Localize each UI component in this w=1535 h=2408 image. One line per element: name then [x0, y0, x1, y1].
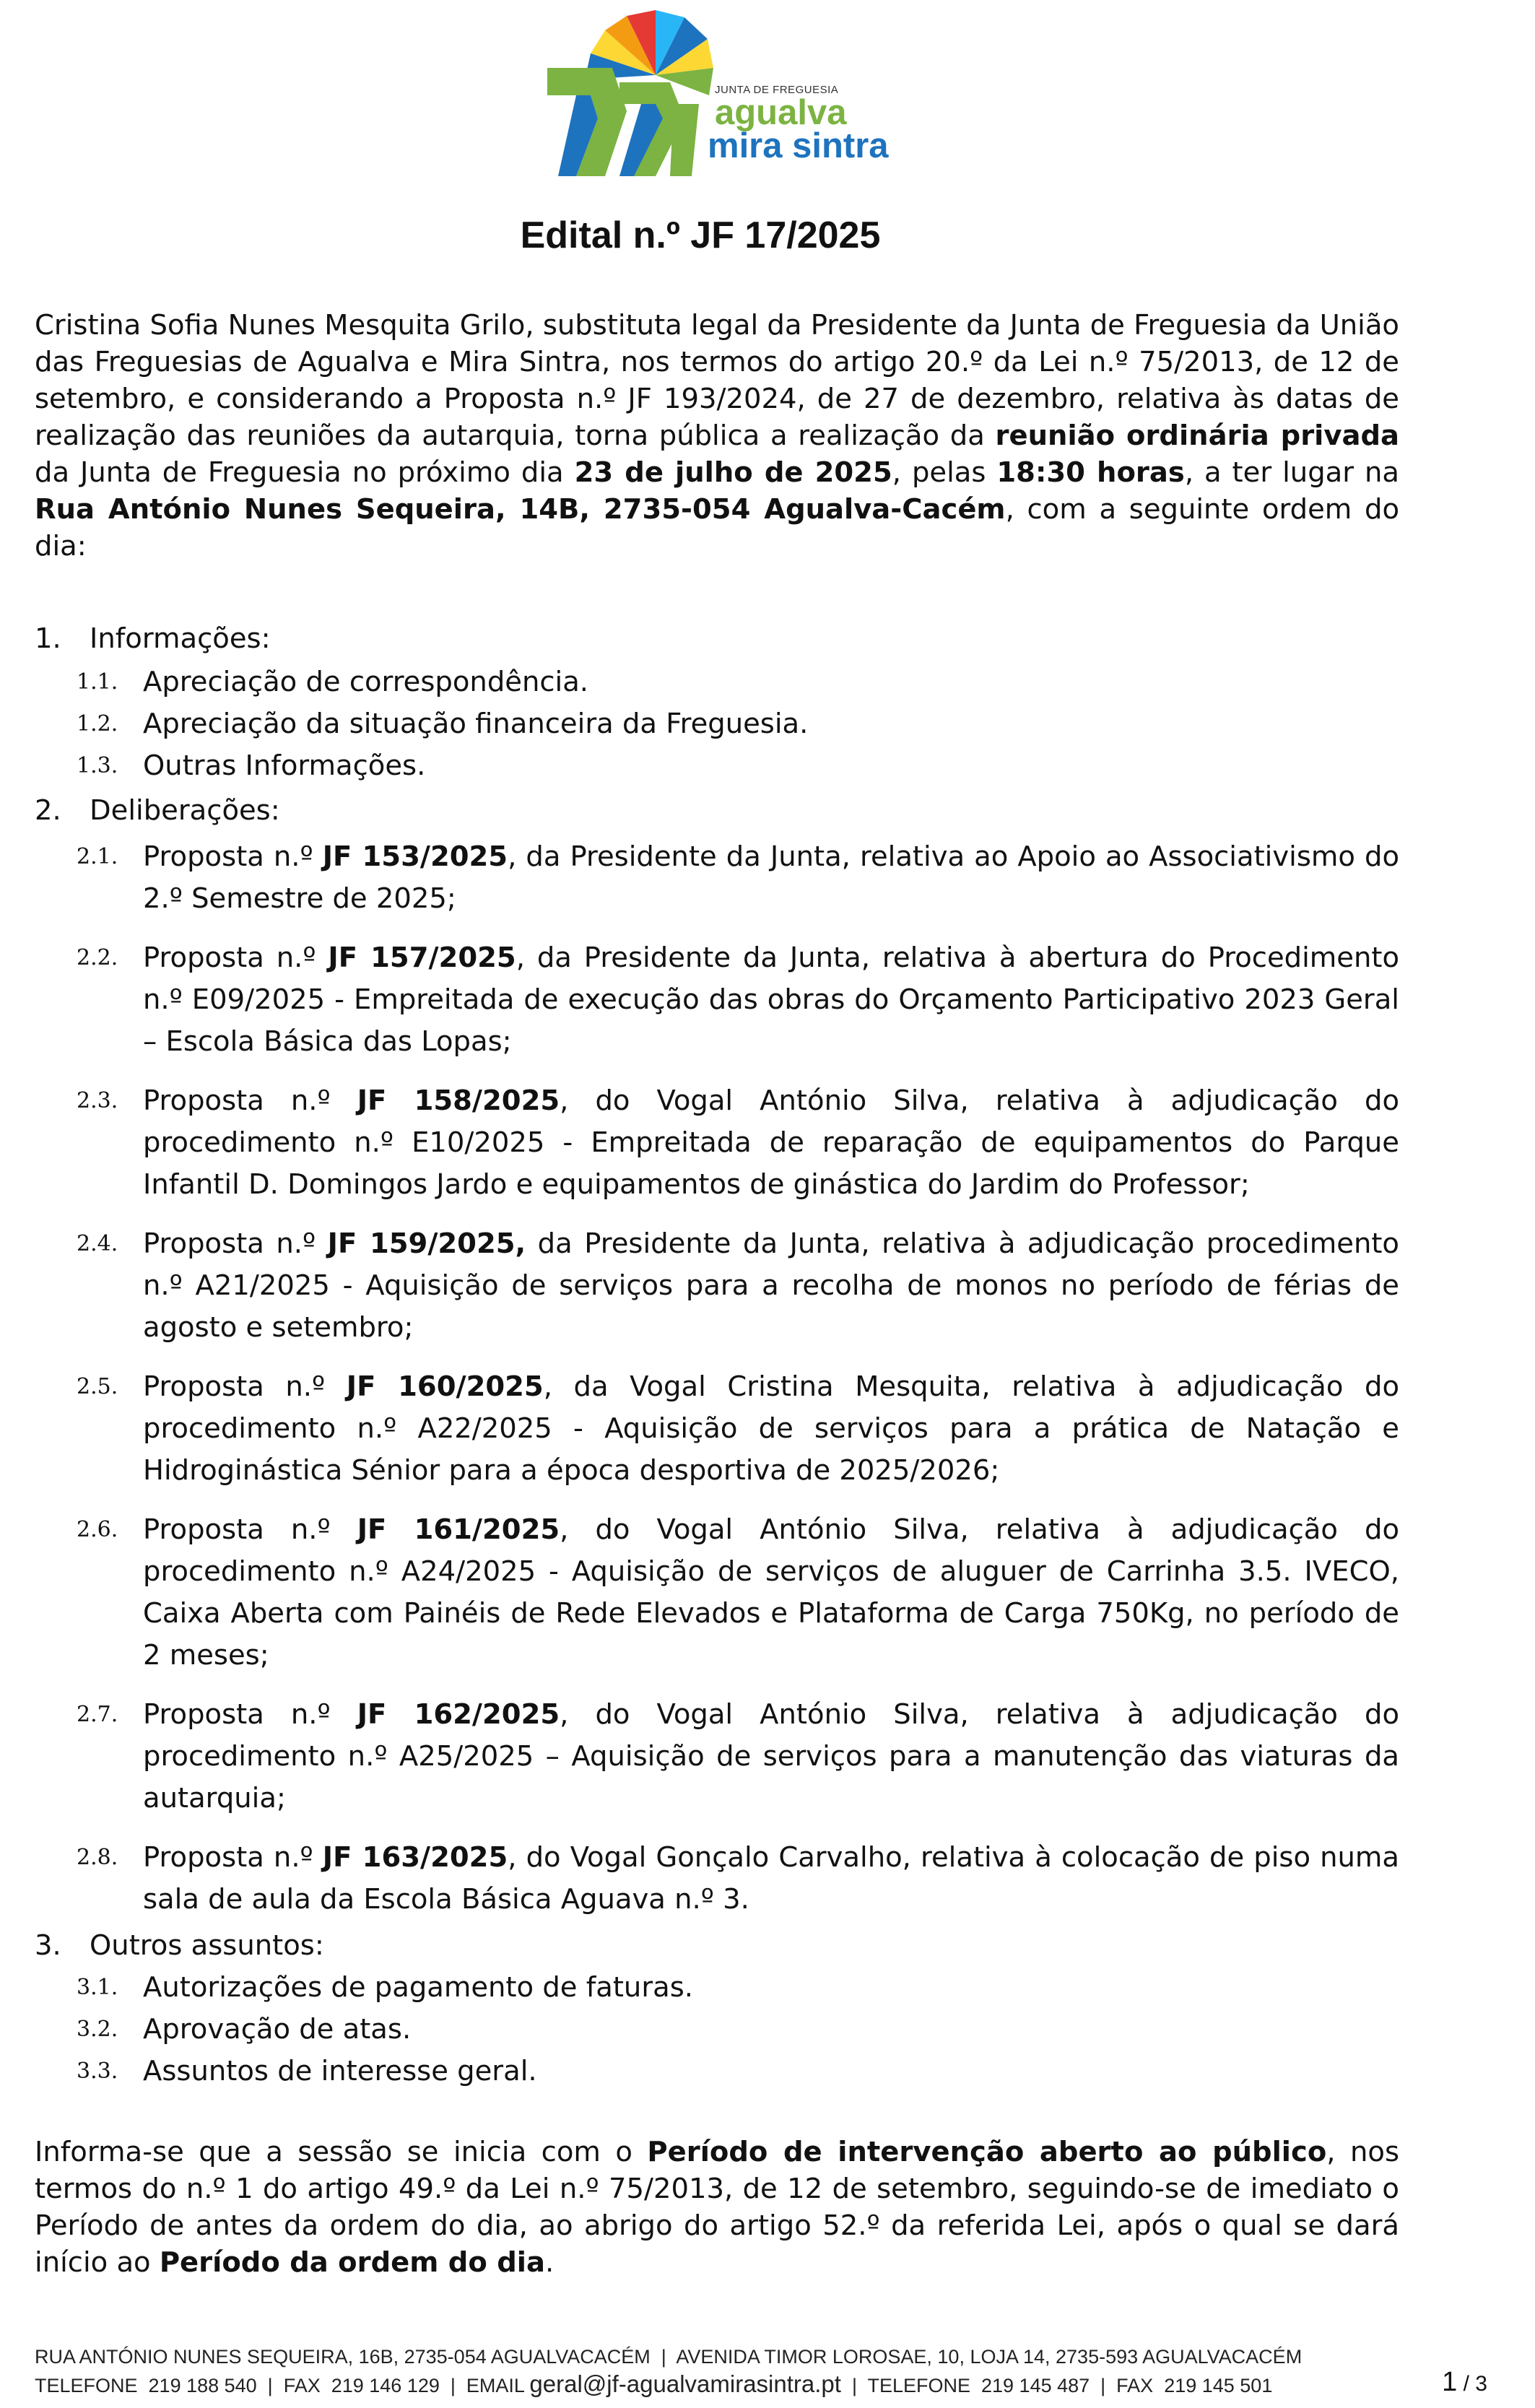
item-reference: JF 158/2025 — [357, 1085, 560, 1117]
agenda-item — [35, 1080, 1399, 1206]
footer-contacts-a: TELEFONE 219 188 540 | FAX 219 146 129 | EMAIL — [35, 2375, 530, 2396]
item-text: Outras Informações. — [143, 749, 426, 782]
agenda-section — [35, 793, 1399, 829]
intro-bold-time: 18:30 horas — [996, 456, 1185, 489]
agenda-item — [35, 836, 1399, 920]
logo-name-mira-sintra: mira sintra — [708, 126, 889, 165]
item-number: 3.2. — [77, 2017, 118, 2042]
agenda-item — [35, 937, 1399, 1063]
footer-contacts — [35, 2370, 1471, 2399]
intro-text-3: , pelas — [892, 456, 997, 489]
closing-text-2: , nos termos do n.º 1 do artigo 49.º da Lei n.º 75/2013, de 12 de setembro, seguindo-se de imediato o Período de antes da ordem do dia, ao abrigo do artigo 52.º da referida Lei, após o qual se dará início ao — [35, 2136, 1399, 2279]
item-text: Assuntos de interesse geral. — [143, 2055, 537, 2087]
item-number: 3.3. — [77, 2059, 118, 2084]
item-number: 2.2. — [77, 945, 118, 970]
agenda-item — [35, 745, 1399, 787]
agenda-item — [35, 1509, 1399, 1677]
item-text: Proposta n.º — [143, 1227, 328, 1260]
page-title: Edital n.º JF 17/2025 — [520, 214, 881, 256]
agenda-item — [35, 1694, 1399, 1820]
item-text: Aprovação de atas. — [143, 2013, 412, 2046]
closing-text-3: . — [544, 2246, 555, 2279]
section-number: 3. — [35, 1929, 61, 1962]
item-reference: JF 163/2025 — [322, 1841, 508, 1874]
item-number: 1.1. — [77, 669, 118, 695]
agenda-item — [35, 1837, 1399, 1921]
footer-contacts-b: | TELEFONE 219 145 487 | FAX 219 145 501 — [840, 2375, 1273, 2396]
item-number: 2.4. — [77, 1231, 118, 1256]
page-number — [1442, 2367, 1487, 2398]
closing-text-1: Informa-se que a sessão se inicia com o — [35, 2136, 648, 2168]
item-text: Autorizações de pagamento de faturas. — [143, 1971, 694, 2004]
item-number: 2.6. — [77, 1517, 118, 1542]
item-text: , do Vogal António Silva, relativa à adjudicação do procedimento n.º E10/2025 - Empreitada de reparação de equipamentos do Parque Infantil D. Domingos Jardo e equipamentos de ginástica do Jardim do Professor; — [143, 1085, 1400, 1201]
agenda-item — [35, 1223, 1399, 1349]
item-text: , do Vogal António Silva, relativa à adjudicação do procedimento n.º A24/2025 - Aquisição de serviços de aluguer de Carrinha 3.5. IVECO, Caixa Aberta com Painéis de Rede Elevados e Plataforma de Carga 750Kg, no período de 2 meses; — [143, 1513, 1400, 1672]
footer-addresses: RUA ANTÓNIO NUNES SEQUEIRA, 16B, 2735-054 AGUALVACACÉM | AVENIDA TIMOR LOROSAE, 10, LOJA 14, 2735-593 AGUALVACACÉM — [35, 2346, 1303, 2368]
item-reference: JF 160/2025 — [346, 1370, 544, 1403]
page-current: 1 — [1442, 2367, 1458, 2397]
intro-text-4: , a ter lugar na — [1184, 456, 1400, 489]
item-text: Proposta n.º — [143, 942, 329, 974]
item-number: 2.7. — [77, 1702, 118, 1727]
section-label: Outros assuntos: — [90, 1929, 324, 1962]
section-number: 2. — [35, 794, 61, 827]
item-number: 3.1. — [77, 1975, 118, 2000]
item-reference: JF 153/2025 — [322, 840, 508, 873]
agenda-item — [35, 2009, 1399, 2051]
intro-paragraph — [35, 307, 1399, 565]
agenda-item — [35, 703, 1399, 745]
intro-text-5: , com a seguinte ordem do dia: — [35, 493, 1400, 562]
item-text: Proposta n.º — [143, 1370, 347, 1403]
page-footer — [35, 2343, 1471, 2399]
item-text: Apreciação de correspondência. — [143, 666, 589, 698]
agenda-item — [35, 2051, 1399, 2092]
item-number: 1.2. — [77, 711, 118, 736]
agenda-item — [35, 1366, 1399, 1492]
item-text: , da Presidente da Junta, relativa à abertura do Procedimento n.º E09/2025 - Empreitada de execução das obras do Orçamento Participativo 2023 Geral – Escola Básica das Lopas; — [143, 942, 1400, 1058]
intro-bold-address: Rua António Nunes Sequeira, 14B, 2735-054 Agualva-Cacém — [35, 493, 1006, 526]
page-total: / 3 — [1463, 2372, 1487, 2396]
section-label: Deliberações: — [90, 794, 280, 827]
intro-text-2: da Junta de Freguesia no próximo dia — [35, 456, 575, 489]
item-text: Proposta n.º — [143, 1513, 357, 1546]
parish-logo — [547, 10, 894, 178]
agenda-list — [35, 621, 1399, 2092]
logo-small-text: JUNTA DE FREGUESIA — [715, 84, 839, 96]
item-number: 2.5. — [77, 1374, 118, 1399]
item-text: , da Presidente da Junta, relativa ao Apoio ao Associativismo do 2.º Semestre de 2025; — [143, 840, 1400, 915]
item-number: 2.3. — [77, 1088, 118, 1113]
item-text: , da Vogal Cristina Mesquita, relativa à adjudicação do procedimento n.º A22/2025 - Aquisição de serviços para a prática de Natação e Hidroginástica Sénior para a época desportiva de 2025/2026; — [143, 1370, 1399, 1487]
item-text: Proposta n.º — [143, 1698, 357, 1731]
intro-text-1: Cristina Sofia Nunes Mesquita Grilo, substituta legal da Presidente da Junta de Freguesia da União das Freguesias de Agualva e Mira Sintra, nos termos do artigo 20.º da Lei n.º 75/2013, de 12 de setembro, e considerando a Proposta n.º JF 193/2024, de 27 de dezembro, relativa às datas de realização das reuniões da autarquia, torna pública a realização da — [35, 309, 1399, 452]
item-text: da Presidente da Junta, relativa à adjudicação procedimento n.º A21/2025 - Aquisição de serviços para a recolha de monos no período de férias de agosto e setembro; — [143, 1227, 1399, 1344]
intro-bold-date: 23 de julho de 2025 — [574, 456, 892, 489]
section-label: Informações: — [90, 622, 271, 655]
item-reference: JF 161/2025 — [357, 1513, 560, 1546]
agenda-section — [35, 621, 1399, 657]
item-reference: JF 159/2025, — [327, 1227, 526, 1260]
agenda-item — [35, 1967, 1399, 2009]
item-text: , do Vogal Gonçalo Carvalho, relativa à colocação de piso numa sala de aula da Escola Básica Aguava n.º 3. — [143, 1841, 1400, 1916]
section-number: 1. — [35, 622, 61, 655]
item-text: , do Vogal António Silva, relativa à adjudicação do procedimento n.º A25/2025 – Aquisição de serviços para a manutenção das viaturas da autarquia; — [143, 1698, 1400, 1814]
agenda-item — [35, 661, 1399, 703]
item-number: 2.1. — [77, 844, 118, 869]
closing-paragraph — [35, 2134, 1399, 2281]
item-text: Proposta n.º — [143, 1841, 323, 1874]
closing-bold-agenda-period: Período da ordem do dia — [159, 2246, 545, 2279]
logo-name-agualva: agualva — [715, 93, 847, 132]
item-text: Proposta n.º — [143, 840, 323, 873]
intro-bold-meeting-type: reunião ordinária privada — [995, 420, 1399, 452]
item-text: Apreciação da situação financeira da Freguesia. — [143, 708, 809, 740]
item-reference: JF 157/2025 — [328, 942, 516, 974]
item-number: 1.3. — [77, 753, 118, 778]
closing-bold-public-period: Período de intervenção aberto ao público — [647, 2136, 1327, 2168]
item-reference: JF 162/2025 — [357, 1698, 560, 1731]
item-number: 2.8. — [77, 1845, 118, 1870]
agenda-section — [35, 1928, 1399, 1964]
footer-email-link[interactable]: geral@jf-agualvamirasintra.pt — [529, 2370, 841, 2397]
item-text: Proposta n.º — [143, 1085, 357, 1117]
logo-emblem-icon — [547, 10, 713, 178]
